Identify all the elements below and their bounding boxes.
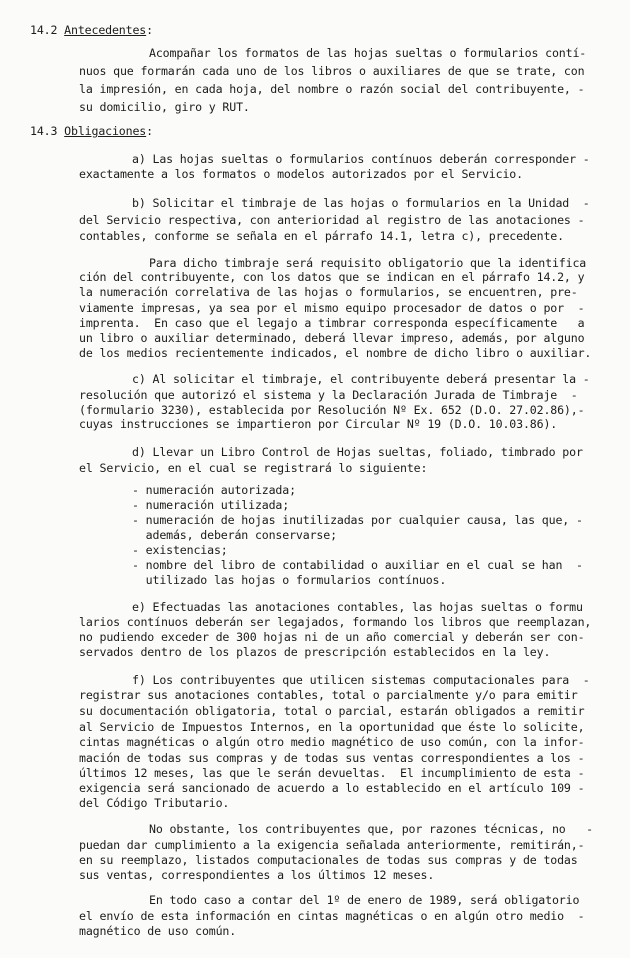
list-item: utilizado las hojas o formularios contínuos. <box>132 573 447 587</box>
text-line: la numeración correlativa de las hojas o formularios, se encuentren, pre- <box>79 285 578 299</box>
text-line: (formulario 3230), establecida por Resolución Nº Ex. 652 (D.O. 27.02.86),- <box>79 403 585 417</box>
text-line: servados dentro de los plazos de prescripción establecidos en la ley. <box>79 645 551 659</box>
text-line: d) Llevar un Libro Control de Hojas sueltas, foliado, timbrado por <box>132 445 583 459</box>
list-item: - numeración autorizada; <box>132 483 296 497</box>
text-line: un libro o auxiliar determinado, deberá llevar impreso, además, por alguno <box>79 331 585 345</box>
section-title: Obligaciones <box>64 124 147 138</box>
list-item: - existencias; <box>132 543 228 557</box>
text-line: nuos que formarán cada uno de los libros o auxiliares de que se trate, con <box>79 64 585 78</box>
text-line: cuyas instrucciones se impartieron por Circular Nº 19 (D.O. 10.03.86). <box>79 417 558 431</box>
text-line: el envío de esta información en cintas magnéticas o en algún otro medio - <box>79 909 585 923</box>
text-line: magnético de uso común. <box>79 924 237 938</box>
text-line: registrar sus anotaciones contables, total o parcialmente y/o para emitir <box>79 688 578 702</box>
text-line: En todo caso a contar del 1º de enero de 1989, será obligatorio <box>149 893 580 907</box>
text-line: imprenta. En caso que el legajo a timbrar corresponda específicamente a <box>79 316 585 330</box>
text-line: e) Efectuadas las anotaciones contables, las hojas sueltas o formu <box>132 600 583 614</box>
text-line: c) Al solicitar el timbraje, el contribuyente deberá presentar la - <box>132 372 590 386</box>
text-line: Acompañar los formatos de las hojas sueltas o formularios contí- <box>149 46 587 60</box>
list-item: - numeración utilizada; <box>132 498 290 512</box>
list-item: además, deberán conservarse; <box>132 528 337 542</box>
text-line: larios contínuos deberán ser legajados, formando los libros que reemplazan, <box>79 615 592 629</box>
section-number: 14.3 <box>30 124 58 138</box>
text-line: a) Las hojas sueltas o formularios contínuos deberán corresponder - <box>132 152 590 166</box>
text-line: Para dicho timbraje será requisito obligatorio que la identifica <box>149 256 587 270</box>
text-line: al Servicio de Impuestos Internos, en la oportunidad que éste lo solicite, <box>79 720 585 734</box>
text-line: su documentación obligatoria, total o parcial, estarán obligados a remitir <box>79 704 585 718</box>
text-line: ción del contribuyente, con los datos que se indican en el párrafo 14.2, y <box>79 270 585 284</box>
text-line: viamente impresas, ya sea por el mismo equipo procesador de datos o por - <box>79 301 585 315</box>
text-line: no pudiendo exceder de 300 hojas ni de un año comercial y deberán ser con- <box>79 630 585 644</box>
text-line: exigencia será sancionado de acuerdo a lo establecido en el artículo 109 - <box>79 781 585 795</box>
text-line: puedan dar cumplimiento a la exigencia señalada anteriormente, remitirán,- <box>79 838 585 852</box>
text-line: mación de todas sus compras y de todas sus ventas correspondientes a los - <box>79 751 585 765</box>
text-line: de los medios recientemente indicados, el nombre de dicho libro o auxiliar. <box>79 346 592 360</box>
text-line: la impresión, en cada hoja, del nombre o razón social del contribuyente, - <box>79 82 585 96</box>
section-heading-14-3 <box>30 124 153 138</box>
text-line: el Servicio, en el cual se registrará lo siguiente: <box>79 461 428 475</box>
text-line: cintas magnéticas o algún otro medio magnético de uso común, con la infor- <box>79 735 585 749</box>
text-line: contables, conforme se señala en el párrafo 14.1, letra c), precedente. <box>79 229 564 243</box>
text-line: f) Los contribuyentes que utilicen sistemas computacionales para - <box>132 673 590 687</box>
section-number: 14.2 <box>30 23 58 37</box>
text-line: exactamente a los formatos o modelos autorizados por el Servicio. <box>79 167 523 181</box>
text-line: sus ventas, correspondientes a los últimos 12 meses. <box>79 868 435 882</box>
text-line: su domicilio, giro y RUT. <box>79 100 250 114</box>
heading-colon: : <box>146 23 153 37</box>
text-line: resolución que autorizó el sistema y la Declaración Jurada de Timbraje - <box>79 388 578 402</box>
text-line: b) Solicitar el timbraje de las hojas o formularios en la Unidad - <box>132 196 590 210</box>
heading-colon: : <box>146 124 153 138</box>
section-heading-14-2 <box>30 23 153 37</box>
text-line: en su reemplazo, listados computacionales de todas sus compras y de todas <box>79 853 578 867</box>
text-line: del Servicio respectiva, con anterioridad al registro de las anotaciones - <box>79 213 585 227</box>
text-line: No obstante, los contribuyentes que, por razones técnicas, no - <box>149 822 593 836</box>
list-item: - nombre del libro de contabilidad o auxiliar en el cual se han - <box>132 558 583 572</box>
text-line: del Código Tributario. <box>79 796 230 810</box>
list-item: - numeración de hojas inutilizadas por cualquier causa, las que, - <box>132 513 583 527</box>
section-title: Antecedentes <box>64 23 147 37</box>
text-line: últimos 12 meses, las que le serán devueltas. El incumplimiento de esta - <box>79 766 585 780</box>
